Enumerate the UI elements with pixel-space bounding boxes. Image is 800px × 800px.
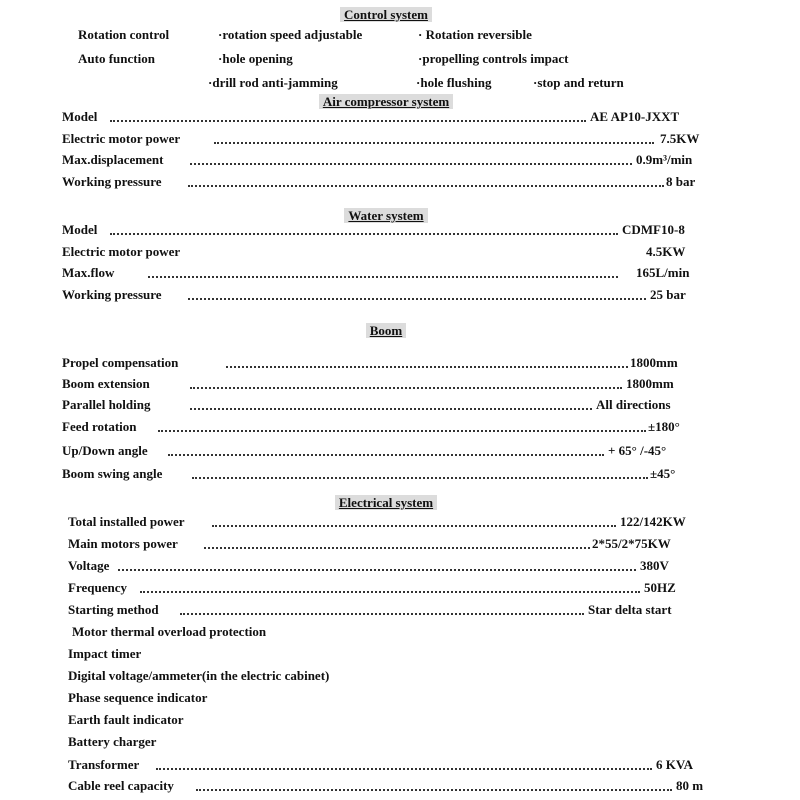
spec-value: Star delta start [588, 602, 672, 617]
spec-label: Working pressure [62, 287, 162, 302]
water-system-title: Water system [330, 208, 442, 224]
spec-label: Model [62, 109, 98, 124]
stop-return-item: ·stop and return [533, 75, 624, 90]
leader-dots [188, 185, 664, 187]
spec-value: 25 bar [650, 287, 686, 302]
leader-dots [110, 233, 618, 235]
leader-dots [168, 454, 604, 456]
electrical-system-title: Electrical system [322, 495, 450, 511]
spec-value: 1800mm [626, 376, 674, 391]
spec-label: Boom extension [62, 376, 150, 391]
leader-dots [204, 547, 590, 549]
propelling-item: ·propelling controls impact [418, 51, 569, 66]
hole-flushing-item: ·hole flushing [416, 75, 492, 90]
spec-value: 380V [640, 558, 669, 573]
spec-label: Frequency [68, 580, 127, 595]
spec-value: + 65° /-45° [608, 443, 667, 458]
spec-value: 7.5KW [660, 131, 700, 146]
leader-dots [190, 163, 632, 165]
spec-label: Total installed power [68, 514, 185, 529]
spec-value: 165L/min [636, 265, 690, 280]
spec-value: All directions [596, 397, 671, 412]
spec-label: Max.flow [62, 265, 115, 280]
leader-dots [190, 387, 622, 389]
leader-dots [158, 430, 646, 432]
spec-value: 80 m [676, 778, 704, 793]
spec-value: 50HZ [644, 580, 676, 595]
feature-item: Battery charger [68, 734, 157, 749]
spec-label: Model [62, 222, 98, 237]
spec-label: Boom swing angle [62, 466, 163, 481]
spec-label: Feed rotation [62, 419, 137, 434]
spec-value: 8 bar [666, 174, 696, 189]
spec-label: Parallel holding [62, 397, 151, 412]
spec-label: Electric motor power [62, 244, 181, 259]
rotation-reversible-item: · Rotation reversible [418, 27, 532, 42]
leader-dots [212, 525, 616, 527]
leader-dots [148, 276, 618, 278]
spec-value: 2*55/2*75KW [592, 536, 671, 551]
spec-label: Working pressure [62, 174, 162, 189]
boom-title: Boom [356, 323, 416, 339]
spec-value: 6 KVA [656, 757, 693, 772]
leader-dots [140, 591, 640, 593]
hole-opening-item: ·hole opening [218, 51, 293, 66]
spec-value: 4.5KW [646, 244, 686, 259]
feature-item: Earth fault indicator [68, 712, 184, 727]
feature-item: Digital voltage/ammeter(in the electric cabinet) [68, 668, 330, 683]
leader-dots [226, 366, 628, 368]
anti-jamming-item: ·drill rod anti-jamming [208, 75, 338, 90]
spec-label: Main motors power [68, 536, 178, 551]
spec-label: Electric motor power [62, 131, 181, 146]
spec-value: 122/142KW [620, 514, 686, 529]
rotation-control-label: Rotation control [78, 27, 170, 42]
leader-dots [188, 298, 646, 300]
air-compressor-title: Air compressor system [300, 94, 472, 110]
leader-dots [110, 120, 586, 122]
leader-dots [190, 408, 592, 410]
leader-dots [180, 613, 584, 615]
leader-dots [196, 789, 672, 791]
rotation-speed-item: ·rotation speed adjustable [218, 27, 363, 42]
feature-item: Impact timer [68, 646, 142, 661]
spec-label: Max.displacement [62, 152, 164, 167]
feature-item: Motor thermal overload protection [72, 624, 267, 639]
spec-value: ±180° [648, 419, 680, 434]
spec-label: Starting method [68, 602, 159, 617]
leader-dots [214, 142, 654, 144]
leader-dots [156, 768, 652, 770]
feature-item: Phase sequence indicator [68, 690, 208, 705]
spec-value: 0.9m³/min [636, 152, 693, 167]
spec-label: Transformer [68, 757, 140, 772]
auto-function-label: Auto function [78, 51, 155, 66]
leader-dots [192, 477, 648, 479]
spec-value: CDMF10-8 [622, 222, 685, 237]
control-system-title: Control system [330, 7, 442, 23]
spec-label: Cable reel capacity [68, 778, 174, 793]
spec-value: ±45° [650, 466, 676, 481]
spec-label: Voltage [68, 558, 110, 573]
spec-value: AE AP10-JXXT [590, 109, 680, 124]
spec-value: 1800mm [630, 355, 678, 370]
spec-label: Propel compensation [62, 355, 179, 370]
leader-dots [118, 569, 636, 571]
spec-label: Up/Down angle [62, 443, 148, 458]
